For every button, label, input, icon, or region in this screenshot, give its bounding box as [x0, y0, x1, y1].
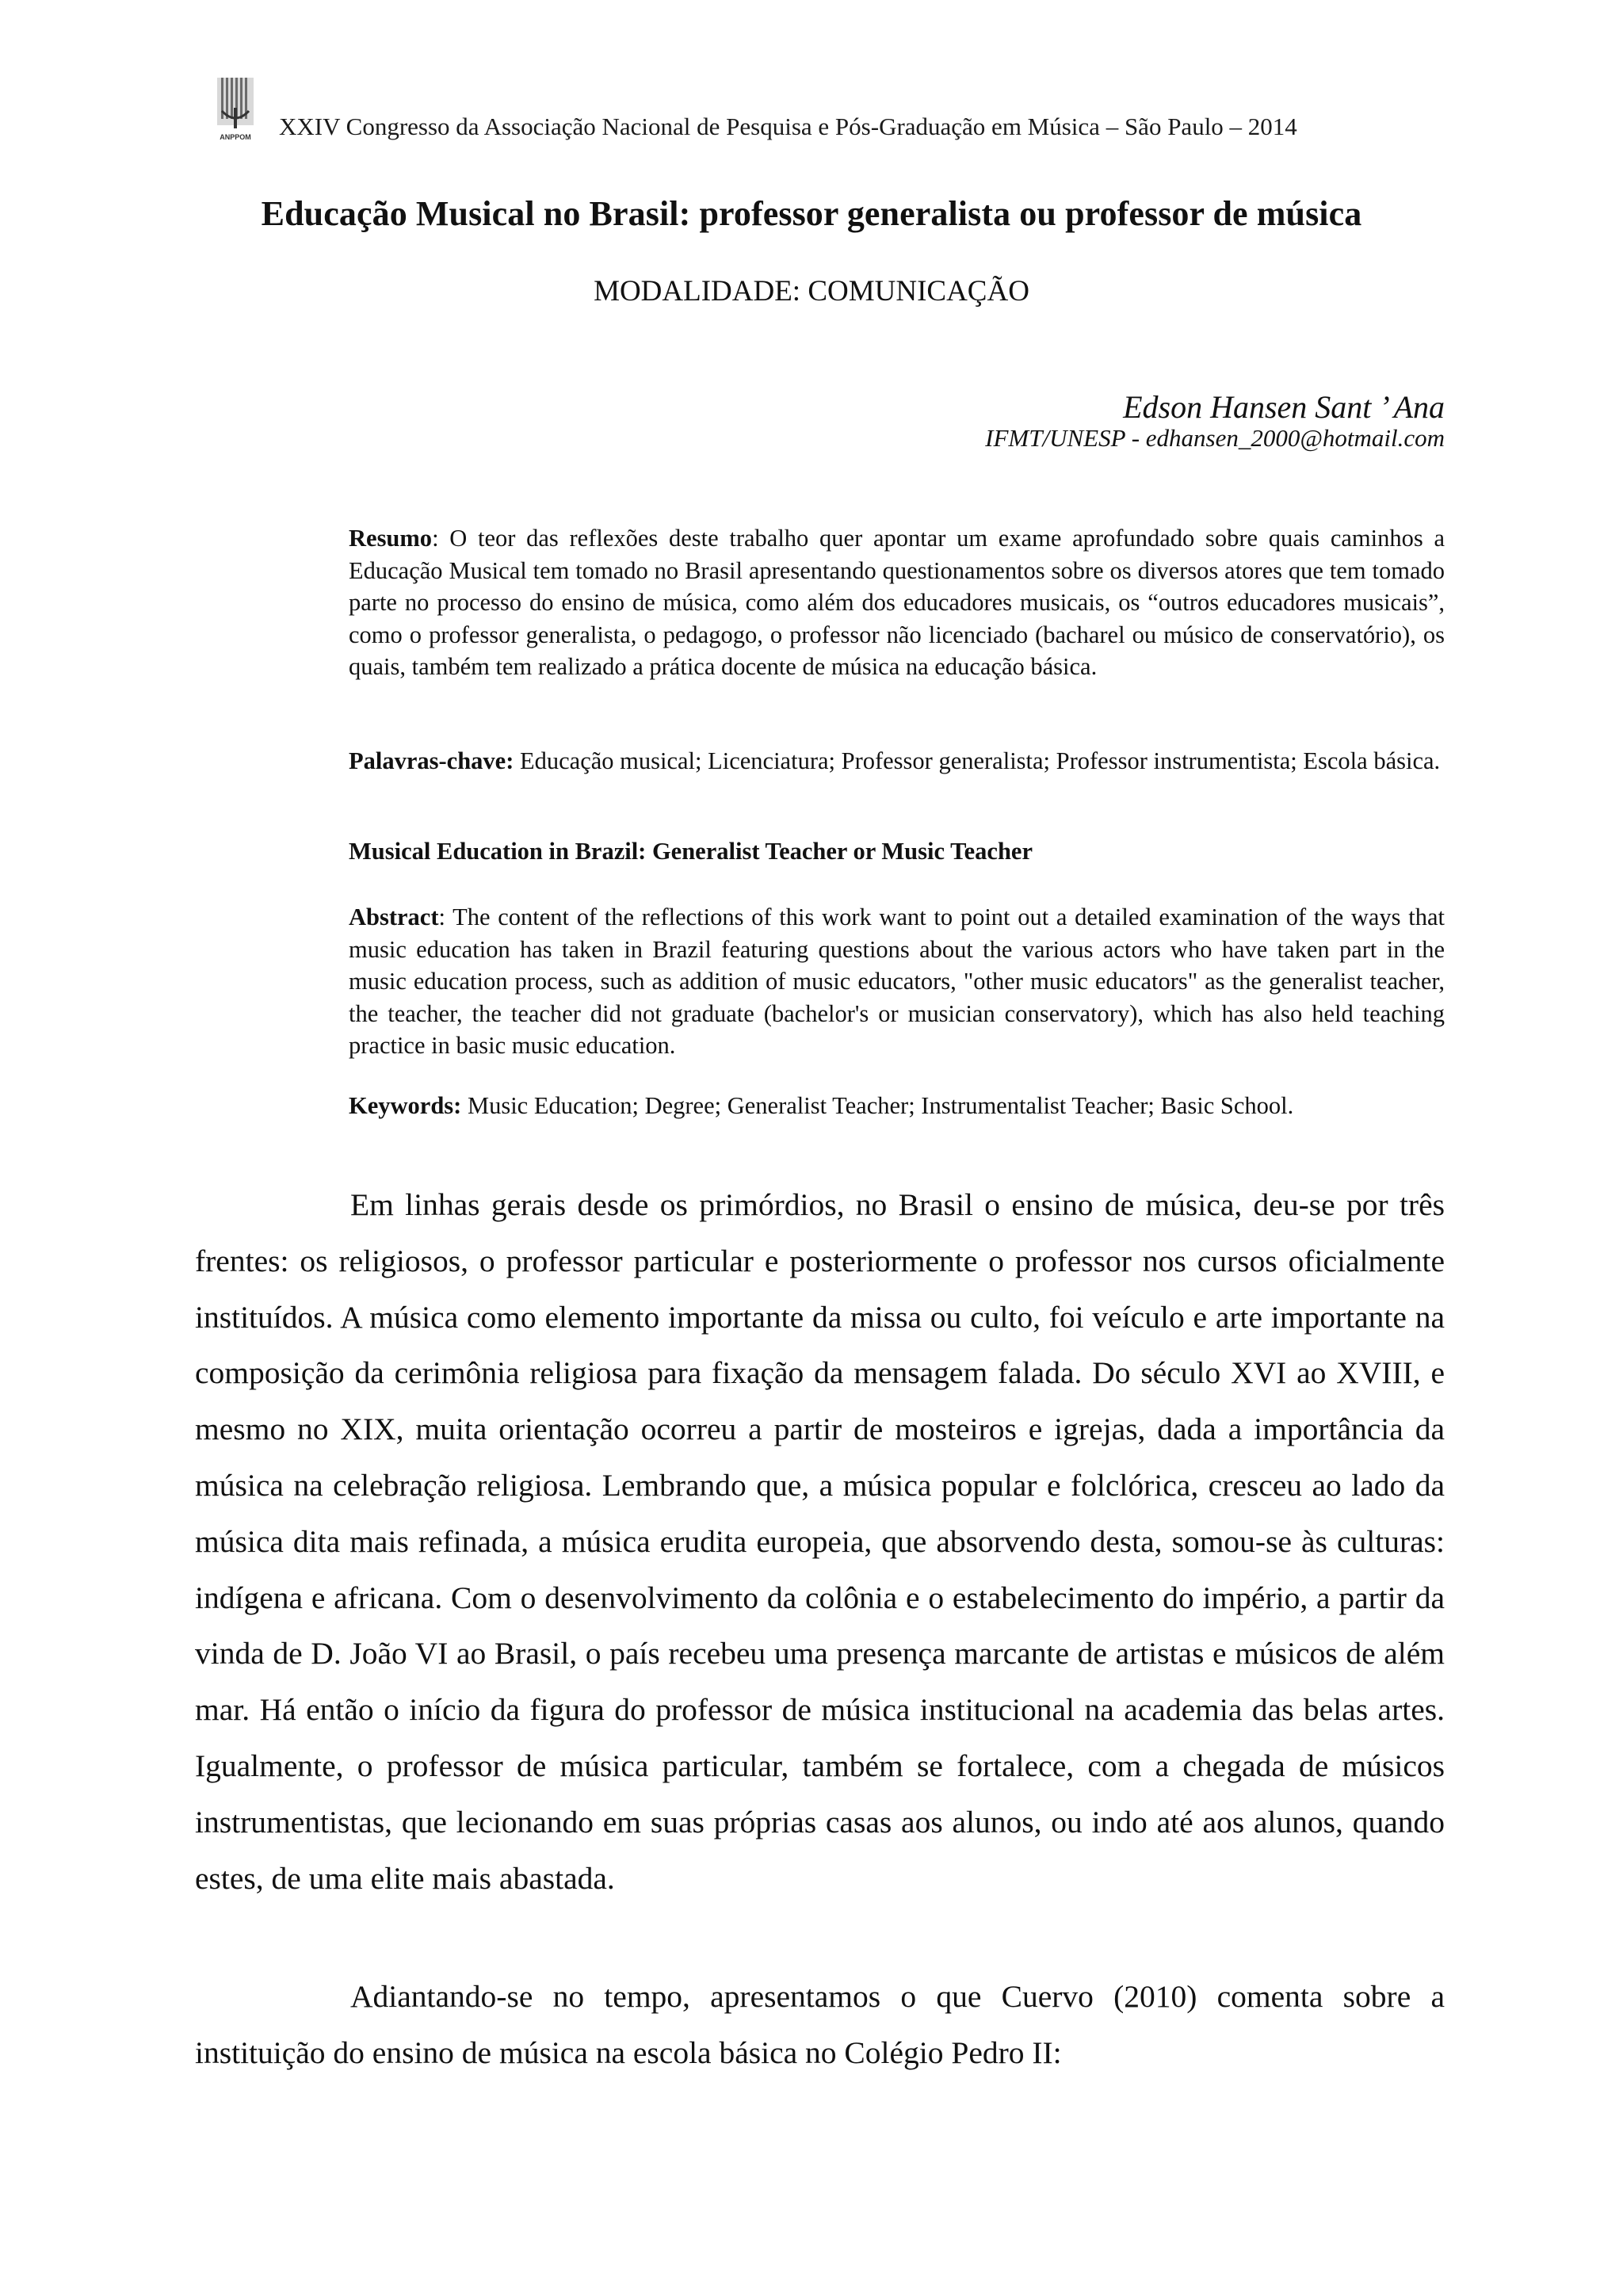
anppom-logo — [214, 76, 257, 143]
body-paragraph-2-text: Adiantando-se no tempo, apresentamos o que Cuervo (2010) comenta sobre a instituição do ensino de música na escola básica no Colégio Pedro II: — [195, 1979, 1445, 2070]
english-title: Musical Education in Brazil: Generalist Teacher or Music Teacher — [349, 838, 1033, 865]
paper-modality: MODALIDADE: COMUNICAÇÃO — [594, 275, 1029, 308]
keywords-text: Music Education; Degree; Generalist Teacher; Instrumentalist Teacher; Basic School. — [461, 1092, 1294, 1119]
body-paragraph-1 — [195, 1177, 1445, 1906]
congress-header-text: XXIV Congresso da Associação Nacional de Pesquisa e Pós-Graduação em Música – São Paulo – 2014 — [279, 113, 1297, 140]
author-affiliation: IFMT/UNESP - edhansen_2000@hotmail.com — [985, 424, 1445, 452]
palavras-chave-label: Palavras-chave: — [349, 747, 514, 774]
body-paragraph-1-text: Em linhas gerais desde os primórdios, no Brasil o ensino de música, deu-se por três frentes: os religiosos, o professor particular e posteriormente o professor nos cursos oficialmente instituídos. A música como elemento importante da missa ou culto, foi veículo e arte importante na composição da cerimônia religiosa para fixação da mensagem falada. Do século XVI ao XVIII, e mesmo no XIX, muita orientação ocorreu a partir de mosteiros e igrejas, dada a importância da música na celebração religiosa. Lembrando que, a música popular e folclórica, cresceu ao lado da música dita mais refinada, a música erudita europeia, que absorvendo desta, somou-se às culturas: indígena e africana. Com o desenvolvimento da colônia e o estabelecimento do império, a partir da vinda de D. João VI ao Brasil, o país recebeu uma presença marcante de artistas e músicos de além mar. Há então o início da figura do professor de música institucional na academia das belas artes. Igualmente, o professor de música particular, também se fortalece, com a chegada de músicos instrumentistas, que lecionando em suas próprias casas aos alunos, ou indo até aos alunos, quando estes, de uma elite mais abastada. — [195, 1187, 1445, 1896]
anppom-logo-icon — [214, 76, 257, 143]
resumo-label: Resumo — [349, 525, 433, 552]
palavras-chave-text: Educação musical; Licenciatura; Professor generalista; Professor instrumentista; Escola básica. — [514, 747, 1441, 774]
svg-text:ANPPOM: ANPPOM — [220, 133, 251, 141]
resumo-paragraph — [349, 522, 1445, 683]
abstract-label: Abstract — [349, 904, 439, 930]
author-name: Edson Hansen Sant ’ Ana — [1123, 389, 1445, 425]
abstract-paragraph — [349, 901, 1445, 1062]
paper-title: Educação Musical no Brasil: professor generalista ou professor de música — [261, 194, 1362, 233]
abstract-text: : The content of the reflections of this work want to point out a detailed examination of the ways that music education has taken in Brazil featuring questions about the various actors who have taken part in the music education process, such as addition of music educators, "other music educators" as the generalist teacher, the teacher, the teacher did not graduate (bachelor's or musician conservatory), which has also held teaching practice in basic music education. — [349, 904, 1445, 1059]
body-paragraph-2 — [195, 1969, 1445, 2081]
resumo-text: : O teor das reflexões deste trabalho quer apontar um exame aprofundado sobre quais caminhos a Educação Musical tem tomado no Brasil apresentando questionamentos sobre os diversos atores que tem tomado parte no processo do ensino de música, como além dos educadores musicais, os “outros educadores musicais”, como o professor generalista, o pedagogo, o professor não licenciado (bacharel ou músico de conservatório), os quais, também tem realizado a prática docente de música na educação básica. — [349, 525, 1445, 680]
keywords-label: Keywords: — [349, 1092, 462, 1119]
page-header — [214, 76, 1450, 147]
keywords-paragraph — [349, 1090, 1445, 1122]
palavras-chave-paragraph — [349, 745, 1445, 777]
